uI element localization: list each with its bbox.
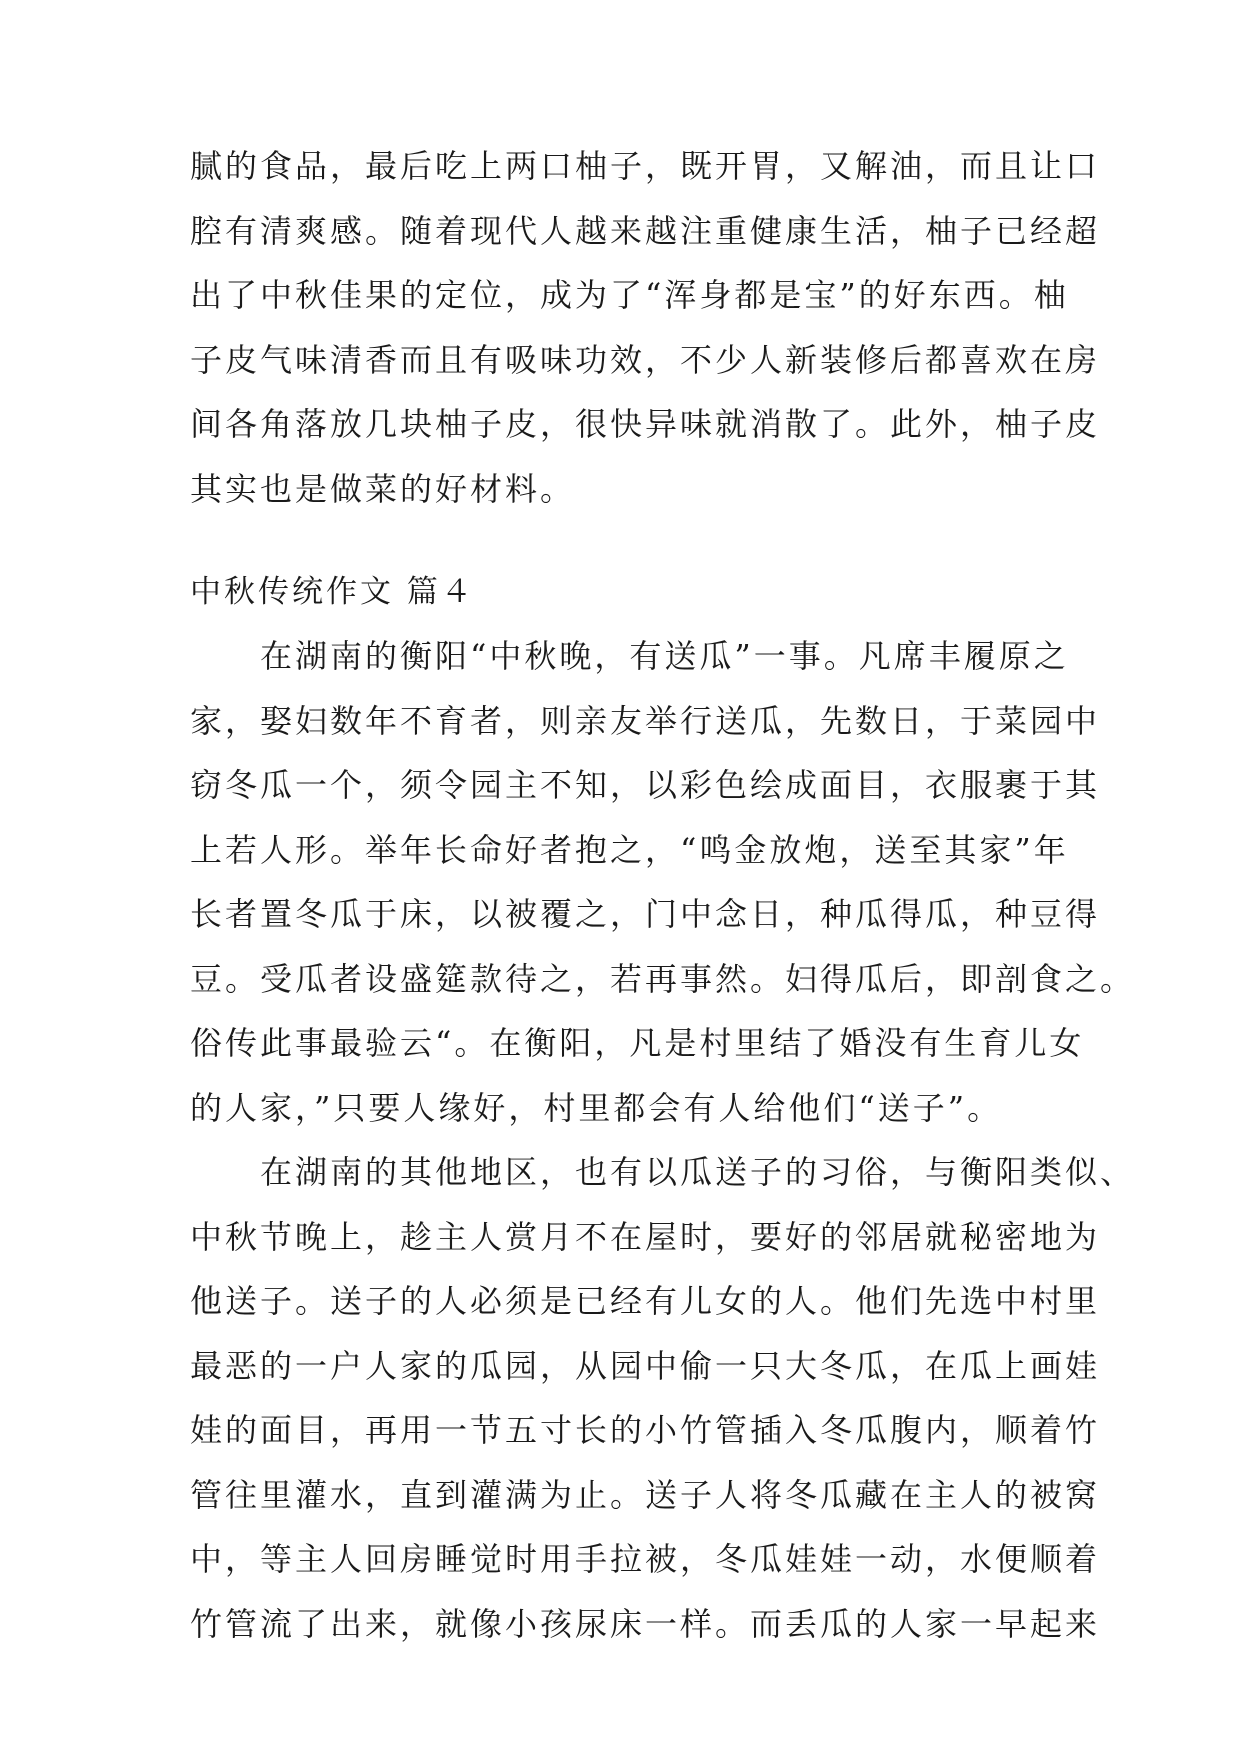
- text-line: 窃冬瓜一个，须令园主不知，以彩色绘成面目，衣服裹于其: [190, 766, 1101, 804]
- text-line: 竹管流了出来，就像小孩尿床一样。而丢瓜的人家一早起来: [190, 1604, 1101, 1643]
- text-line: 他送子。送子的人必须是已经有儿女的人。他们先选中村里: [190, 1282, 1101, 1320]
- text-line: 娃的面目，再用一节五寸长的小竹管插入冬瓜腹内，顺着竹: [190, 1411, 1101, 1449]
- text-line: 出了中秋佳果的定位，成为了“浑身都是宝”的好东西。柚: [190, 276, 1069, 314]
- text-line: 长者置冬瓜于床，以被覆之，门中念日，种瓜得瓜，种豆得: [190, 895, 1101, 933]
- text-line: 间各角落放几块柚子皮，很快异味就消散了。此外，柚子皮: [190, 405, 1101, 443]
- text-line: 腔有清爽感。随着现代人越来越注重健康生活，柚子已经超: [190, 211, 1101, 250]
- text-line: 管往里灌水，直到灌满为止。送子人将冬瓜藏在主人的被窝: [190, 1475, 1101, 1514]
- text-line: 腻的食品，最后吃上两口柚子，既开胃，又解油，而且让口: [190, 147, 1101, 185]
- text-line: 中，等主人回房睡觉时用手拉被，冬瓜娃娃一动，水便顺着: [190, 1540, 1101, 1578]
- text-line: 俗传此事最验云“。在衡阳，凡是村里结了婚没有生育儿女: [190, 1024, 1085, 1062]
- text-line: 其实也是做菜的好材料。: [190, 469, 576, 508]
- text-line: 家，娶妇数年不育者，则亲友举行送瓜，先数日，于菜园中: [190, 701, 1101, 740]
- text-line: 上若人形。举年长命好者抱之，“鸣金放炮，送至其家”年: [190, 830, 1069, 869]
- paragraph-continuation: [190, 134, 1101, 521]
- text-line: 豆。受瓜者设盛筵款待之，若再事然。妇得瓜后，即剖食之。: [190, 959, 1136, 998]
- text-line: 中秋节晚上，趁主人赏月不在屋时，要好的邻居就秘密地为: [190, 1217, 1101, 1256]
- text-line: 在湖南的其他地区，也有以瓜送子的习俗，与衡阳类似、: [260, 1153, 1136, 1191]
- paragraph-songzi: [190, 1140, 1136, 1656]
- text-line: 的人家，”只要人缘好，村里都会有人给他们“送子”。: [190, 1088, 1003, 1127]
- text-line: 最恶的一户人家的瓜园，从园中偷一只大冬瓜，在瓜上画娃: [190, 1346, 1101, 1385]
- text-line: 子皮气味清香而且有吸味功效，不少人新装修后都喜欢在房: [190, 340, 1101, 379]
- section-heading: 中秋传统作文 篇４: [190, 574, 475, 610]
- paragraph-songgua: [190, 624, 1136, 1140]
- text-line: 在湖南的衡阳“中秋晚，有送瓜”一事。凡席丰履原之: [260, 637, 1069, 675]
